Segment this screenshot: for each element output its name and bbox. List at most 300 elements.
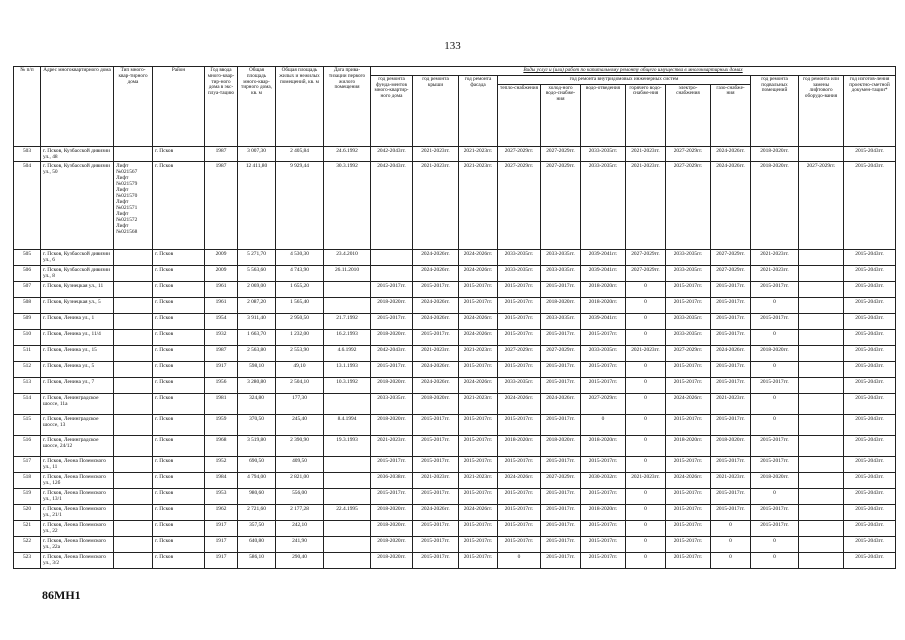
header-elevator: год ремонта или замены лифтового оборудо-вания [799, 75, 844, 146]
cell-facade: 2024-2026гг. [459, 504, 498, 520]
cell-type [114, 249, 153, 265]
cell-privatization-date: 4.6.1992 [324, 345, 371, 361]
cell-roof: 2024-2026гг. [413, 313, 459, 329]
cell-gas: 2015-2017гг. [711, 281, 751, 297]
table-row [14, 361, 896, 377]
cell-heat: 2015-2017гг. [498, 361, 541, 377]
cell-address: г. Псков, Леона Поземского ул., 22 [41, 520, 114, 536]
cell-living-area: 409,50 [276, 456, 324, 472]
cell-basement: 0 [751, 297, 799, 313]
cell-heat: 2015-2017гг. [498, 520, 541, 536]
cell-year: 1917 [205, 520, 238, 536]
cell-cold-water: 2015-2017гг. [541, 414, 581, 435]
cell-hot-water: 2027-2029гг. [626, 265, 666, 281]
cell-electricity: 2015-2017гг. [666, 297, 711, 313]
header-living-area: Общая площадь жилых и нежилых помещений, кв. м [276, 67, 324, 147]
cell-hot-water: 0 [626, 281, 666, 297]
cell-sewage: 2015-2017гг. [581, 552, 626, 568]
cell-gas: 2027-2029гг. [711, 249, 751, 265]
cell-roof: 2024-2026гг. [413, 504, 459, 520]
cell-foundation: 2015-2017гг. [371, 313, 413, 329]
cell-year: 1956 [205, 377, 238, 393]
cell-electricity: 2015-2017гг. [666, 552, 711, 568]
cell-hot-water: 0 [626, 377, 666, 393]
cell-district: г. Псков [153, 552, 205, 568]
cell-foundation: 2042-2043гг. [371, 146, 413, 161]
cell-gas: 0 [711, 520, 751, 536]
cell-type [114, 265, 153, 281]
cell-year: 1961 [205, 281, 238, 297]
cell-electricity: 2033-2035гг. [666, 313, 711, 329]
cell-type [114, 414, 153, 435]
cell-roof: 2015-2017гг. [413, 281, 459, 297]
cell-elevator [799, 345, 844, 361]
cell-sewage: 2015-2017гг. [581, 520, 626, 536]
table-row [14, 345, 896, 361]
cell-roof: 2021-2023гг. [413, 146, 459, 161]
cell-basement: 2021-2023гг. [751, 249, 799, 265]
cell-sewage: 0 [581, 414, 626, 435]
cell-num: 503 [14, 146, 41, 161]
cell-electricity: 2027-2029гг. [666, 161, 711, 249]
cell-basement: 2018-2020гг. [751, 146, 799, 161]
cell-gas: 2015-2017гг. [711, 488, 751, 504]
cell-cold-water: 2018-2020гг. [541, 435, 581, 456]
cell-living-area: 245,40 [276, 414, 324, 435]
cell-gas: 2015-2017гг. [711, 313, 751, 329]
cell-type: Лифт №021567 Лифт №021579 Лифт №021570 Лифт №021571 Лифт №021572 Лифт №021568 [114, 161, 153, 249]
capital-repair-table [13, 66, 896, 569]
cell-heat: 2015-2017гг. [498, 504, 541, 520]
cell-total-area: 2 563,80 [238, 345, 276, 361]
cell-elevator: 2027-2029гг. [799, 161, 844, 249]
cell-living-area: 2 177,28 [276, 504, 324, 520]
cell-type [114, 393, 153, 414]
cell-total-area: 690,50 [238, 456, 276, 472]
cell-address: г. Псков, Леона Поземского ул., 21/1 [41, 504, 114, 520]
cell-living-area: 2 504,10 [276, 377, 324, 393]
cell-gas: 2024-2026гг. [711, 161, 751, 249]
cell-basement: 2015-2017гг. [751, 456, 799, 472]
cell-sewage: 2018-2020гг. [581, 297, 626, 313]
cell-psd: 2015-2043гг. [844, 504, 896, 520]
cell-district: г. Псков [153, 281, 205, 297]
cell-cold-water: 2018-2020гг. [541, 297, 581, 313]
cell-type [114, 456, 153, 472]
table-row [14, 265, 896, 281]
cell-roof: 2015-2017гг. [413, 520, 459, 536]
cell-gas: 2021-2023гг. [711, 472, 751, 488]
cell-roof: 2015-2017гг. [413, 329, 459, 345]
cell-gas: 2015-2017гг. [711, 361, 751, 377]
cell-living-area: 2 405,84 [276, 146, 324, 161]
cell-gas: 2015-2017гг. [711, 414, 751, 435]
cell-hot-water: 0 [626, 313, 666, 329]
cell-type [114, 146, 153, 161]
cell-facade: 2024-2026гг. [459, 329, 498, 345]
cell-num: 518 [14, 472, 41, 488]
cell-gas: 2021-2023гг. [711, 393, 751, 414]
page-number: 133 [444, 40, 461, 52]
cell-gas: 0 [711, 536, 751, 552]
cell-sewage: 2015-2017гг. [581, 377, 626, 393]
cell-district: г. Псков [153, 488, 205, 504]
cell-cold-water: 2015-2017гг. [541, 536, 581, 552]
cell-psd: 2015-2043гг. [844, 329, 896, 345]
header-sewage: водо-отведения [581, 84, 626, 146]
cell-foundation: 2015-2017гг. [371, 281, 413, 297]
cell-foundation: 2021-2023гг. [371, 435, 413, 456]
cell-electricity: 2015-2017гг. [666, 456, 711, 472]
cell-facade: 2024-2026гг. [459, 313, 498, 329]
header-district: Район [153, 67, 205, 147]
cell-heat: 2015-2017гг. [498, 456, 541, 472]
cell-total-area: 12 411,80 [238, 161, 276, 249]
cell-total-area: 2 069,00 [238, 281, 276, 297]
cell-psd: 2015-2043гг. [844, 435, 896, 456]
cell-privatization-date [324, 520, 371, 536]
cell-address: г. Псков, Кузбасской дивизии ул., 48 [41, 146, 114, 161]
cell-foundation: 2042-2043гг. [371, 345, 413, 361]
cell-cold-water: 2015-2017гг. [541, 329, 581, 345]
cell-gas: 0 [711, 552, 751, 568]
cell-basement: 2021-2023гг. [751, 265, 799, 281]
cell-gas: 2018-2020гг. [711, 435, 751, 456]
cell-sewage: 2033-2035гг. [581, 345, 626, 361]
cell-living-area: 2 821,00 [276, 472, 324, 488]
cell-type [114, 472, 153, 488]
cell-address: г. Псков, Ленина ул., 5 [41, 361, 114, 377]
cell-facade: 2015-2017гг. [459, 361, 498, 377]
cell-year: 2009 [205, 265, 238, 281]
cell-heat: 2015-2017гг. [498, 329, 541, 345]
cell-electricity: 2015-2017гг. [666, 520, 711, 536]
header-total-area: Общая площадь много-квар-тирного дома, кв. м [238, 67, 276, 147]
cell-roof: 2024-2026гг. [413, 361, 459, 377]
cell-sewage: 2018-2020гг. [581, 435, 626, 456]
cell-type [114, 504, 153, 520]
cell-facade: 2015-2017гг. [459, 414, 498, 435]
cell-basement: 2018-2020гг. [751, 472, 799, 488]
cell-privatization-date: 30.3.1992 [324, 161, 371, 249]
cell-district: г. Псков [153, 345, 205, 361]
cell-roof: 2024-2026гг. [413, 265, 459, 281]
cell-address: г. Псков, Леона Поземского ул., 13/1 [41, 488, 114, 504]
cell-total-area: 640,80 [238, 536, 276, 552]
cell-heat: 2024-2026гг. [498, 393, 541, 414]
cell-privatization-date: 22.4.1995 [324, 504, 371, 520]
cell-num: 507 [14, 281, 41, 297]
cell-foundation: 2018-2020гг. [371, 536, 413, 552]
cell-year: 1987 [205, 161, 238, 249]
cell-district: г. Псков [153, 472, 205, 488]
cell-type [114, 536, 153, 552]
cell-facade: 2015-2017гг. [459, 488, 498, 504]
table-row [14, 329, 896, 345]
cell-gas: 2015-2017гг. [711, 504, 751, 520]
cell-electricity: 2033-2035гг. [666, 329, 711, 345]
cell-roof: 2024-2026гг. [413, 249, 459, 265]
header-electricity: электро-снабжения [666, 84, 711, 146]
cell-psd: 2015-2043гг. [844, 161, 896, 249]
cell-elevator [799, 456, 844, 472]
cell-electricity: 2024-2026гг. [666, 393, 711, 414]
cell-sewage: 2033-2035гг. [581, 146, 626, 161]
cell-living-area: 1 232,00 [276, 329, 324, 345]
table-row [14, 536, 896, 552]
cell-address: г. Псков, Ленинградское шоссе, 11а [41, 393, 114, 414]
cell-electricity: 2015-2017гг. [666, 488, 711, 504]
cell-district: г. Псков [153, 435, 205, 456]
cell-hot-water: 0 [626, 361, 666, 377]
cell-psd: 2015-2043гг. [844, 313, 896, 329]
cell-foundation: 2015-2017гг. [371, 361, 413, 377]
cell-hot-water: 0 [626, 536, 666, 552]
cell-gas: 2015-2017гг. [711, 297, 751, 313]
cell-type [114, 297, 153, 313]
cell-district: г. Псков [153, 393, 205, 414]
cell-gas: 2015-2017гг. [711, 377, 751, 393]
cell-gas: 2027-2029гг. [711, 265, 751, 281]
cell-district: г. Псков [153, 536, 205, 552]
cell-total-area: 5 563,60 [238, 265, 276, 281]
cell-sewage: 2039-2041гг. [581, 313, 626, 329]
cell-num: 515 [14, 414, 41, 435]
cell-privatization-date: 26.11.2010 [324, 265, 371, 281]
header-heat: тепло-снабжения [498, 84, 541, 146]
cell-num: 523 [14, 552, 41, 568]
cell-sewage: 2039-2041гг. [581, 265, 626, 281]
cell-num: 506 [14, 265, 41, 281]
cell-basement: 0 [751, 329, 799, 345]
cell-num: 517 [14, 456, 41, 472]
cell-privatization-date [324, 536, 371, 552]
cell-address: г. Псков, Ленина ул., 7 [41, 377, 114, 393]
cell-total-area: 3 519,80 [238, 435, 276, 456]
cell-heat: 2015-2017гг. [498, 313, 541, 329]
cell-living-area: 9 929,44 [276, 161, 324, 249]
cell-facade: 2015-2017гг. [459, 297, 498, 313]
cell-roof: 2021-2023гг. [413, 161, 459, 249]
cell-gas: 2024-2026гг. [711, 146, 751, 161]
cell-heat: 2015-2017гг. [498, 414, 541, 435]
cell-electricity: 2033-2035гг. [666, 265, 711, 281]
cell-facade: 2021-2023гг. [459, 393, 498, 414]
cell-type [114, 281, 153, 297]
cell-electricity: 2018-2020гг. [666, 435, 711, 456]
cell-cold-water: 2015-2017гг. [541, 281, 581, 297]
cell-facade: 2015-2017гг. [459, 520, 498, 536]
cell-basement: 2018-2020гг. [751, 345, 799, 361]
cell-elevator [799, 472, 844, 488]
cell-facade: 2021-2023гг. [459, 472, 498, 488]
cell-psd: 2015-2043гг. [844, 414, 896, 435]
cell-num: 520 [14, 504, 41, 520]
table-row [14, 552, 896, 568]
cell-cold-water: 2015-2017гг. [541, 361, 581, 377]
cell-address: г. Псков, Ленина ул., 11/4 [41, 329, 114, 345]
cell-total-area: 324,80 [238, 393, 276, 414]
cell-foundation: 2018-2020гг. [371, 504, 413, 520]
cell-facade: 2024-2026гг. [459, 377, 498, 393]
cell-district: г. Псков [153, 161, 205, 249]
cell-living-area: 49,10 [276, 361, 324, 377]
table-row [14, 414, 896, 435]
table-row [14, 377, 896, 393]
cell-sewage: 2015-2017гг. [581, 456, 626, 472]
cell-type [114, 377, 153, 393]
cell-heat: 2027-2029гг. [498, 345, 541, 361]
cell-sewage: 2027-2029гг. [581, 393, 626, 414]
cell-elevator [799, 488, 844, 504]
cell-heat: 2018-2020гг. [498, 435, 541, 456]
cell-living-area: 2 390,90 [276, 435, 324, 456]
cell-psd: 2015-2043гг. [844, 488, 896, 504]
cell-facade: 2015-2017гг. [459, 552, 498, 568]
header-privatization-date: Дата прива-тизации первого жилого помещения [324, 67, 371, 147]
cell-heat: 2015-2017гг. [498, 297, 541, 313]
cell-heat: 2015-2017гг. [498, 281, 541, 297]
cell-cold-water: 2027-2029гг. [541, 161, 581, 249]
cell-total-area: 980,60 [238, 488, 276, 504]
cell-psd: 2015-2043гг. [844, 472, 896, 488]
cell-elevator [799, 313, 844, 329]
cell-total-area: 3 007,30 [238, 146, 276, 161]
cell-psd: 2015-2043гг. [844, 520, 896, 536]
cell-gas: 2015-2017гг. [711, 456, 751, 472]
cell-basement: 2015-2017гг. [751, 504, 799, 520]
cell-total-area: 357,50 [238, 520, 276, 536]
cell-sewage: 2018-2020гг. [581, 504, 626, 520]
table-row [14, 146, 896, 161]
table-row [14, 488, 896, 504]
cell-year: 1961 [205, 297, 238, 313]
cell-type [114, 313, 153, 329]
header-systems-group: год ремонта внутридомовых инженерных систем [498, 75, 751, 84]
table-row [14, 297, 896, 313]
cell-num: 510 [14, 329, 41, 345]
cell-elevator [799, 552, 844, 568]
cell-elevator [799, 520, 844, 536]
cell-foundation [371, 265, 413, 281]
header-hot-water: горячего водо-снабже-ния [626, 84, 666, 146]
cell-district: г. Псков [153, 146, 205, 161]
cell-hot-water: 0 [626, 552, 666, 568]
cell-elevator [799, 536, 844, 552]
cell-basement: 0 [751, 552, 799, 568]
cell-total-area: 2 087,20 [238, 297, 276, 313]
cell-type [114, 329, 153, 345]
cell-address: г. Псков, Кузбасской дивизии ул., 8 [41, 265, 114, 281]
cell-elevator [799, 146, 844, 161]
cell-hot-water: 0 [626, 393, 666, 414]
cell-psd: 2015-2043гг. [844, 265, 896, 281]
cell-gas: 2015-2017гг. [711, 329, 751, 345]
cell-num: 519 [14, 488, 41, 504]
cell-basement: 0 [751, 361, 799, 377]
header-roof: год ремонта крыши [413, 75, 459, 146]
cell-address: г. Псков, Кузнецкая ул., 11 [41, 281, 114, 297]
cell-living-area: 242,10 [276, 520, 324, 536]
cell-basement: 2015-2017гг. [751, 520, 799, 536]
cell-district: г. Псков [153, 520, 205, 536]
cell-roof: 2024-2026гг. [413, 377, 459, 393]
cell-elevator [799, 435, 844, 456]
cell-electricity: 2015-2017гг. [666, 536, 711, 552]
cell-district: г. Псков [153, 361, 205, 377]
cell-electricity: 2027-2029гг. [666, 345, 711, 361]
cell-facade: 2015-2017гг. [459, 456, 498, 472]
cell-privatization-date [324, 488, 371, 504]
cell-cold-water: 2015-2017гг. [541, 456, 581, 472]
cell-roof: 2015-2017гг. [413, 435, 459, 456]
cell-heat: 2015-2017гг. [498, 536, 541, 552]
cell-psd: 2015-2043гг. [844, 456, 896, 472]
cell-type [114, 488, 153, 504]
cell-hot-water: 2027-2029гг. [626, 249, 666, 265]
cell-year: 1968 [205, 435, 238, 456]
cell-cold-water: 2027-2029гг. [541, 472, 581, 488]
cell-foundation: 2042-2043гг. [371, 161, 413, 249]
table-body [14, 146, 896, 568]
cell-cold-water: 2015-2017гг. [541, 377, 581, 393]
cell-year: 2009 [205, 249, 238, 265]
cell-psd: 2015-2043гг. [844, 377, 896, 393]
header-foundation: год ремонта фунда-ментов много-квартир-ного дома [371, 75, 413, 146]
cell-num: 513 [14, 377, 41, 393]
cell-roof: 2024-2026гг. [413, 297, 459, 313]
cell-address: г. Псков, Кузнецкая ул., 5 [41, 297, 114, 313]
cell-type [114, 361, 153, 377]
cell-num: 504 [14, 161, 41, 249]
cell-elevator [799, 393, 844, 414]
cell-type [114, 435, 153, 456]
cell-cold-water: 2015-2017гг. [541, 552, 581, 568]
cell-privatization-date [324, 281, 371, 297]
cell-district: г. Псков [153, 414, 205, 435]
cell-living-area: 4 530,30 [276, 249, 324, 265]
cell-cold-water: 2033-2035гг. [541, 265, 581, 281]
cell-sewage: 2015-2017гг. [581, 536, 626, 552]
cell-district: г. Псков [153, 249, 205, 265]
header-num: № п/п [14, 67, 41, 147]
cell-foundation: 2015-2017гг. [371, 488, 413, 504]
cell-type [114, 552, 153, 568]
cell-foundation: 2018-2020гг. [371, 414, 413, 435]
cell-address: г. Псков, Леона Поземского ул., 11 [41, 456, 114, 472]
cell-elevator [799, 361, 844, 377]
cell-roof: 2021-2023гг. [413, 472, 459, 488]
cell-privatization-date: 10.3.1992 [324, 377, 371, 393]
cell-basement: 0 [751, 393, 799, 414]
cell-facade: 2021-2023гг. [459, 146, 498, 161]
cell-privatization-date [324, 472, 371, 488]
cell-num: 514 [14, 393, 41, 414]
cell-year: 1987 [205, 345, 238, 361]
cell-year: 1981 [205, 393, 238, 414]
cell-electricity: 2015-2017гг. [666, 281, 711, 297]
cell-num: 516 [14, 435, 41, 456]
cell-foundation: 2018-2020гг. [371, 377, 413, 393]
table-header [14, 67, 896, 147]
cell-year: 1987 [205, 146, 238, 161]
cell-basement: 2015-2017гг. [751, 435, 799, 456]
cell-elevator [799, 377, 844, 393]
cell-living-area: 2 950,50 [276, 313, 324, 329]
cell-address: г. Псков, Кузбасской дивизии ул., 6 [41, 249, 114, 265]
cell-cold-water: 2024-2026гг. [541, 393, 581, 414]
cell-elevator [799, 265, 844, 281]
